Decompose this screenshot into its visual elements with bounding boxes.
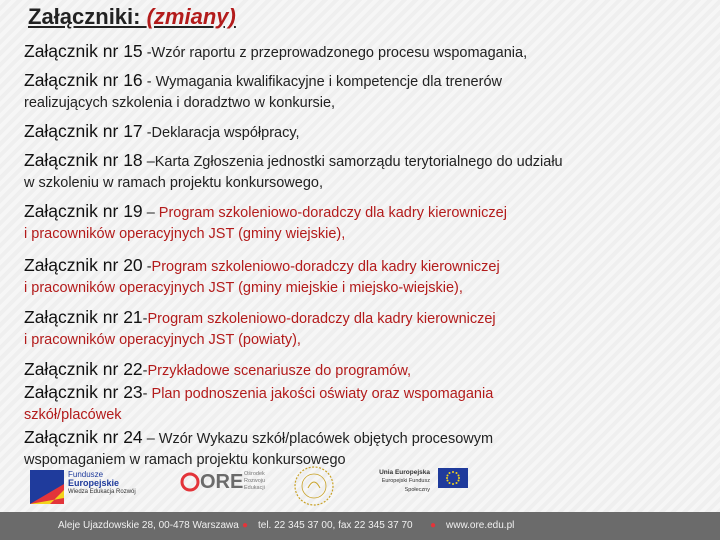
fe-line3: Wiedza Edukacja Rozwój xyxy=(68,489,136,495)
attachment-desc-cont: realizujących szkolenia i doradztwo w konkursie, xyxy=(24,95,336,111)
attachment-21 xyxy=(24,306,496,350)
attachment-label: Załącznik nr 16 xyxy=(24,70,143,90)
title-main: Załączniki: xyxy=(28,4,141,29)
footer-address: Aleje Ujazdowskie 28, 00-478 Warszawa xyxy=(58,520,239,531)
attachment-17 xyxy=(24,120,300,144)
footer-separator: ● xyxy=(430,520,437,531)
attachment-desc-cont: w szkoleniu w ramach projektu konkursowego, xyxy=(24,175,323,191)
unia-europejska-logo xyxy=(362,466,472,506)
attachment-label: Załącznik nr 18 xyxy=(24,150,143,170)
attachment-desc: Plan podnoszenia jakości oświaty oraz wspomagania xyxy=(151,386,494,402)
attachment-23 xyxy=(24,381,493,425)
attachment-desc: Wymagania kwalifikacyjne i kompetencje dla trenerów xyxy=(155,74,502,90)
attachment-18 xyxy=(24,149,563,193)
attachment-label: Załącznik nr 20 xyxy=(24,255,143,275)
eu-flag-icon xyxy=(438,468,468,488)
ue-line1: Unia Europejska xyxy=(379,469,430,476)
attachment-sep: - xyxy=(142,125,152,141)
attachment-desc: Program szkoleniowo-doradczy dla kadry kierowniczej xyxy=(151,259,500,275)
attachment-label: Załącznik nr 19 xyxy=(24,201,143,221)
attachment-sep: – xyxy=(142,431,159,447)
logo-strip xyxy=(0,462,720,510)
ore-small2: Rozwoju xyxy=(244,478,266,484)
attachment-label: Załącznik nr 21 xyxy=(24,307,143,327)
ore-small3: Edukacji xyxy=(244,485,265,491)
seal-icon xyxy=(292,464,336,508)
ore-small1: Ośrodek xyxy=(244,471,265,477)
attachment-desc: Wzór Wykazu szkół/placówek objętych procesowym xyxy=(158,431,494,447)
attachment-desc-cont: szkół/placówek xyxy=(24,407,122,423)
attachment-desc: Deklaracja współpracy, xyxy=(151,125,300,141)
attachment-sep: - xyxy=(142,311,148,327)
attachment-20 xyxy=(24,254,500,298)
attachment-19 xyxy=(24,200,507,244)
attachment-15 xyxy=(24,40,527,64)
attachment-desc: Wzór raportu z przeprowadzonego procesu wspomagania, xyxy=(151,45,528,61)
attachment-sep: - xyxy=(142,363,148,379)
attachment-sep: – xyxy=(142,205,159,221)
attachment-sep: – xyxy=(142,154,155,170)
attachment-desc-cont: wspomaganiem w ramach projektu konkursowego xyxy=(24,452,346,468)
seal-logo xyxy=(292,464,336,508)
footer-bar xyxy=(0,512,720,540)
footer-phone: tel. 22 345 37 00, fax 22 345 37 70 xyxy=(258,520,413,531)
ore-logo xyxy=(180,468,280,504)
attachment-sep: - xyxy=(142,386,152,402)
attachment-desc: Program szkoleniowo-doradczy dla kadry kierowniczej xyxy=(158,205,507,221)
attachment-desc: Karta Zgłoszenia jednostki samorządu terytorialnego do udziału xyxy=(154,154,563,170)
attachment-desc-cont: i pracowników operacyjnych JST (gminy miejskie i miejsko-wiejskie), xyxy=(24,280,463,296)
attachment-desc-cont: i pracowników operacyjnych JST (powiaty), xyxy=(24,332,301,348)
ue-line2: Europejski Fundusz Społeczny xyxy=(381,478,430,493)
fe-emblem-icon xyxy=(30,470,70,506)
attachment-label: Załącznik nr 24 xyxy=(24,427,143,447)
attachment-label: Załącznik nr 23 xyxy=(24,382,143,402)
fe-line1: Fundusze xyxy=(68,470,104,479)
attachment-desc-cont: i pracowników operacyjnych JST (gminy wiejskie), xyxy=(24,226,346,242)
footer-separator: ● xyxy=(242,520,249,531)
ore-ring-icon xyxy=(180,472,200,492)
attachment-sep: - xyxy=(142,74,156,90)
attachment-desc: Program szkoleniowo-doradczy dla kadry kierowniczej xyxy=(147,311,496,327)
ore-text: ORE xyxy=(200,471,244,493)
attachment-label: Załącznik nr 22 xyxy=(24,359,143,379)
attachment-16 xyxy=(24,69,502,113)
slide-title xyxy=(28,4,236,30)
attachment-label: Załącznik nr 17 xyxy=(24,121,143,141)
attachment-sep: - xyxy=(142,259,152,275)
footer-web[interactable]: www.ore.edu.pl xyxy=(446,520,515,531)
attachment-label: Załącznik nr 15 xyxy=(24,41,143,61)
attachment-22 xyxy=(24,358,411,382)
fundusze-europejskie-logo xyxy=(30,468,180,508)
title-sub: (zmiany) xyxy=(146,4,236,29)
attachment-desc: Przykładowe scenariusze do programów, xyxy=(147,363,412,379)
attachment-sep: - xyxy=(142,45,152,61)
fe-line2: Europejskie xyxy=(68,478,120,488)
